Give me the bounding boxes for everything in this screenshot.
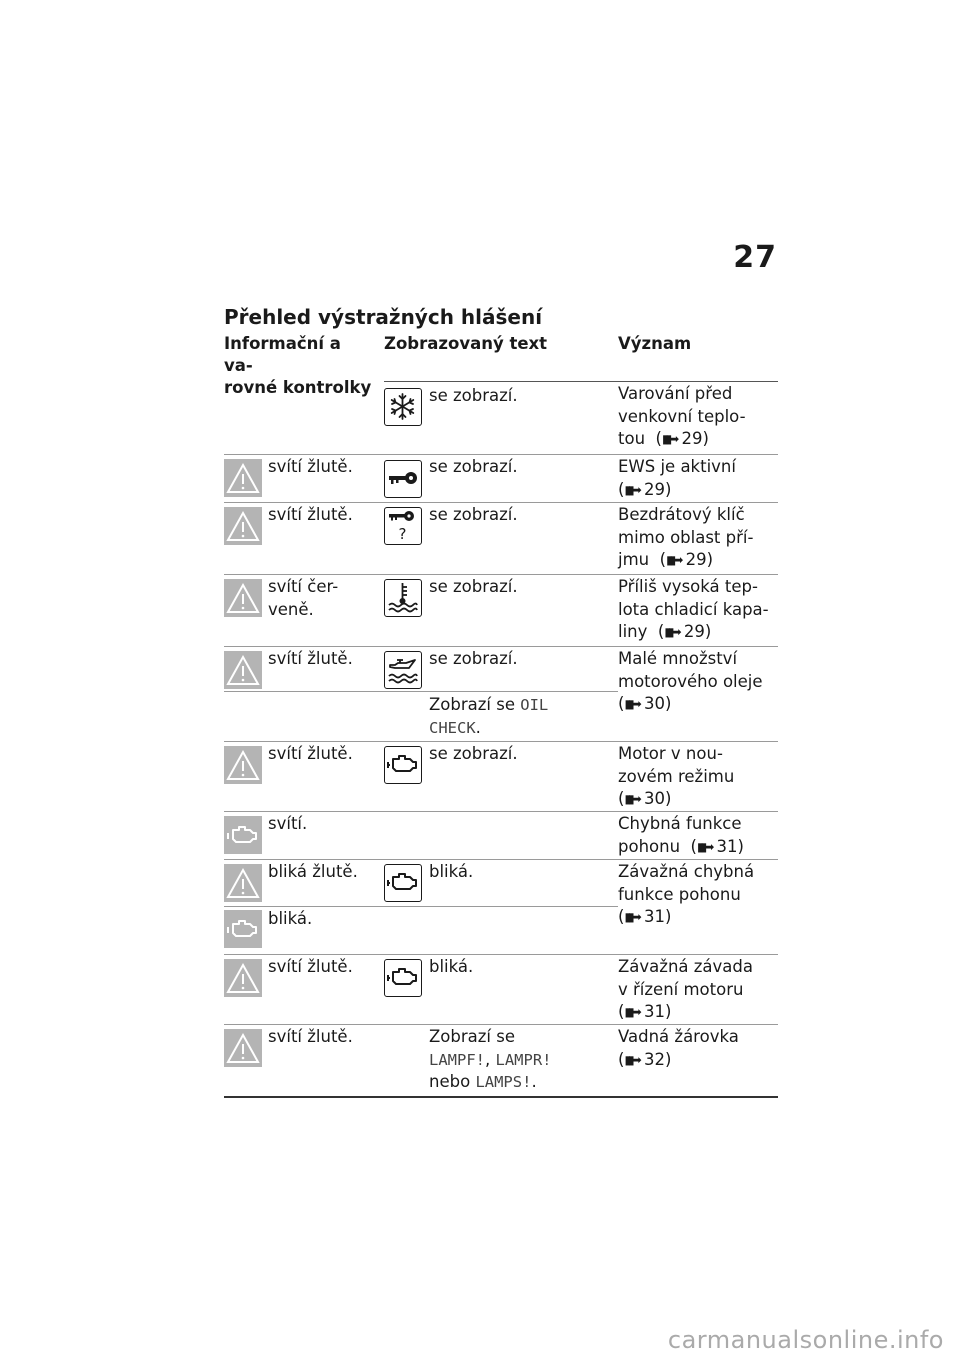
display-text: se zobrazí. bbox=[429, 577, 518, 596]
meaning-text: Bezdrátový klíč mimo oblast pří- jmu (▮▮➡ 29) bbox=[618, 504, 753, 572]
table-row bbox=[224, 811, 778, 859]
meaning-text: Malé množství motorového oleje (▮▮➡ 30) bbox=[618, 648, 763, 716]
reference-arrow-icon: ▮▮➡ bbox=[624, 482, 639, 497]
meaning-text: Motor v nou- zovém režimu (▮▮➡ 30) bbox=[618, 743, 734, 811]
engine-warning-icon bbox=[224, 910, 262, 948]
key-question-icon bbox=[384, 507, 422, 545]
reference-arrow-icon: ▮▮➡ bbox=[666, 553, 681, 567]
meaning-text: Chybná funkce pohonu (▮▮➡ 31) bbox=[618, 813, 744, 858]
warning-triangle-icon bbox=[224, 579, 262, 617]
section-title: Přehled výstražných hlášení bbox=[224, 305, 543, 329]
light-text: bliká žlutě. bbox=[268, 862, 358, 881]
light-text: svítí čer- veně. bbox=[268, 577, 339, 619]
reference-arrow-icon: ▮▮➡ bbox=[696, 839, 712, 854]
header-lights-line2: rovné kontrolky bbox=[224, 378, 372, 397]
oil-can-icon bbox=[384, 651, 422, 689]
display-text: bliká. bbox=[429, 957, 474, 976]
engine-warning-icon bbox=[224, 816, 262, 854]
watermark: carmanualsonline.info bbox=[667, 1326, 944, 1354]
warning-triangle-icon bbox=[224, 651, 262, 689]
engine-icon bbox=[384, 864, 422, 902]
reference-arrow-icon: ▮▮➡ bbox=[624, 792, 639, 806]
table-bottom-rule bbox=[224, 1096, 778, 1098]
display-text: se zobrazí. bbox=[429, 649, 518, 668]
warning-triangle-icon bbox=[224, 959, 262, 997]
warning-triangle-icon bbox=[224, 459, 262, 497]
coolant-temperature-icon bbox=[384, 579, 422, 617]
table-row bbox=[224, 954, 778, 1024]
reference-arrow-icon: ▮▮➡ bbox=[661, 432, 677, 446]
light-text: svítí žlutě. bbox=[268, 1027, 353, 1046]
display-text: se zobrazí. bbox=[429, 505, 518, 524]
meaning-text: EWS je aktivní (▮▮➡ 29) bbox=[618, 456, 736, 501]
light-text: svítí. bbox=[268, 814, 308, 833]
warning-triangle-icon bbox=[224, 864, 262, 902]
light-text-secondary: bliká. bbox=[268, 909, 313, 928]
engine-icon bbox=[384, 959, 422, 997]
light-text: svítí žlutě. bbox=[268, 649, 353, 668]
reference-arrow-icon: ▮▮➡ bbox=[624, 1005, 639, 1019]
warning-triangle-icon bbox=[224, 1029, 262, 1067]
light-text: svítí žlutě. bbox=[268, 505, 353, 524]
display-text: se zobrazí. bbox=[429, 744, 518, 763]
table-row bbox=[224, 502, 778, 574]
sub-divider bbox=[224, 906, 618, 907]
light-text: svítí žlutě. bbox=[268, 957, 353, 976]
engine-icon bbox=[384, 746, 422, 784]
light-text: svítí žlutě. bbox=[268, 457, 353, 476]
svg-text:?: ? bbox=[398, 525, 407, 543]
reference-arrow-icon: ▮▮➡ bbox=[664, 625, 679, 639]
table-row bbox=[224, 646, 778, 741]
snowflake-icon bbox=[384, 388, 422, 426]
reference-arrow-icon: ▮▮➡ bbox=[624, 910, 639, 924]
meaning-text: Vadná žárovka (▮▮➡ 32) bbox=[618, 1026, 739, 1071]
display-text: Zobrazí se LAMPF!, LAMPR! nebo LAMPS!. bbox=[429, 1027, 552, 1091]
warning-triangle-icon bbox=[224, 746, 262, 784]
warning-triangle-icon bbox=[224, 507, 262, 545]
meaning-text: Závažná chybná funkce pohonu (▮▮➡ 31) bbox=[618, 861, 754, 929]
meaning-text: Příliš vysoká tep- lota chladicí kapa- liny (▮▮➡ 29) bbox=[618, 576, 769, 644]
table-row bbox=[224, 574, 778, 646]
reference-arrow-icon: ▮▮➡ bbox=[624, 697, 639, 711]
reference-arrow-icon: ▮▮➡ bbox=[624, 1052, 639, 1067]
table-row bbox=[224, 381, 778, 454]
header-text: Zobrazovaný text bbox=[384, 334, 548, 353]
table-row bbox=[224, 1024, 778, 1096]
light-text: svítí žlutě. bbox=[268, 744, 353, 763]
table-row bbox=[224, 859, 778, 954]
table-row bbox=[224, 454, 778, 502]
display-text: bliká. bbox=[429, 862, 474, 881]
display-text: se zobrazí. bbox=[429, 386, 518, 405]
display-text: se zobrazí. bbox=[429, 457, 518, 476]
meaning-text: Závažná závada v řízení motoru (▮▮➡ 31) bbox=[618, 956, 753, 1024]
meaning-text: Varování před venkovní teplo- tou (▮▮➡ 29) bbox=[618, 383, 746, 451]
header-meaning: Význam bbox=[618, 334, 692, 353]
display-text-secondary: Zobrazí se OIL CHECK. bbox=[429, 695, 549, 737]
header-lights-line1: Informační a va- bbox=[224, 334, 341, 375]
page-number: 27 bbox=[733, 240, 777, 275]
sub-divider bbox=[224, 691, 618, 692]
table-row bbox=[224, 741, 778, 811]
key-icon bbox=[384, 460, 422, 498]
